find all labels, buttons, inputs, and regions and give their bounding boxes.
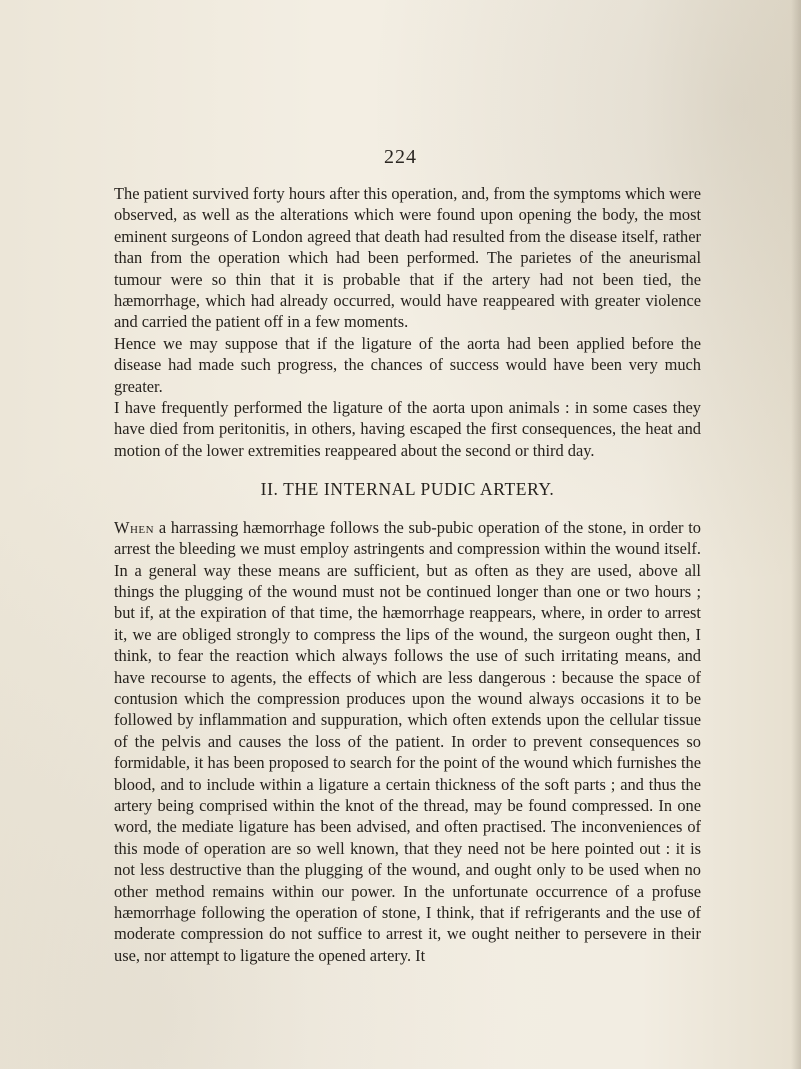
paragraph-4	[114, 517, 701, 967]
paragraph-1: The patient survived forty hours after this operation, and, from the symptoms which were observed, as well as the alterations which were found upon opening the body, the most eminent surgeons of London agreed that death had resulted from the disease itself, rather than from the operation which had been performed. The parietes of the aneurismal tumour were so thin that it is probable that if the artery had not been tied, the hæmorrhage, which had already occurred, would have reappeared with greater violence and carried the patient off in a few moments.	[114, 184, 701, 332]
page-number: 224	[384, 146, 417, 168]
paragraph-3: I have frequently performed the ligature of the aorta upon animals : in some cases they have died from peritonitis, in others, having escaped the first consequences, the heat and motion of the lower extremities reappeared about the second or third day.	[114, 398, 701, 460]
paragraph-4-text: a harrassing hæmorrhage follows the sub-pubic operation of the stone, in order to arrest the bleeding we must employ astringents and compression within the wound itself. In a general way these means are sufficient, but as often as they are used, above all things the plugging of the wound must not be continued longer than one or two hours ; but if, at the expiration of that time, the hæmorrhage reappears, where, in order to arrest it, we are obliged strongly to compress the lips of the wound, the surgeon ought then, I think, to fear the reaction which always follows the use of such irritating means, and have recourse to agents, the effects of which are less dangerous : because the space of contusion which the compression produces upon the wound always occasions it to be followed by inflammation and suppuration, which often extends upon the cellular tissue of the pelvis and causes the loss of the patient. In order to prevent consequences so formidable, it has been proposed to search for the point of the wound which furnishes the blood, and to include within a ligature a certain thickness of the soft parts ; and thus the artery being comprised within the knot of the thread, may be found compressed. In one word, the mediate ligature has been advised, and often practised. The inconveniences of this mode of operation are so well known, that they need not be here pointed out : it is not less destructive than the plugging of the wound, and ought only to be used when no other method remains within our power. In the unfortunate occurrence of a profuse hæmorrhage following the operation of stone, I think, that if refrigerants and the use of moderate compression do not suffice to arrest it, we ought neither to persevere in their use, nor attempt to ligature the opened artery. It	[114, 517, 701, 965]
paragraph-4-lead-word: When	[114, 517, 155, 537]
body-text	[114, 183, 701, 966]
section-heading: II. THE INTERNAL PUDIC ARTERY.	[260, 479, 555, 500]
paragraph-2: Hence we may suppose that if the ligature of the aorta had been applied before the disease had made such progress, the chances of success would have been very much greater.	[114, 333, 701, 396]
